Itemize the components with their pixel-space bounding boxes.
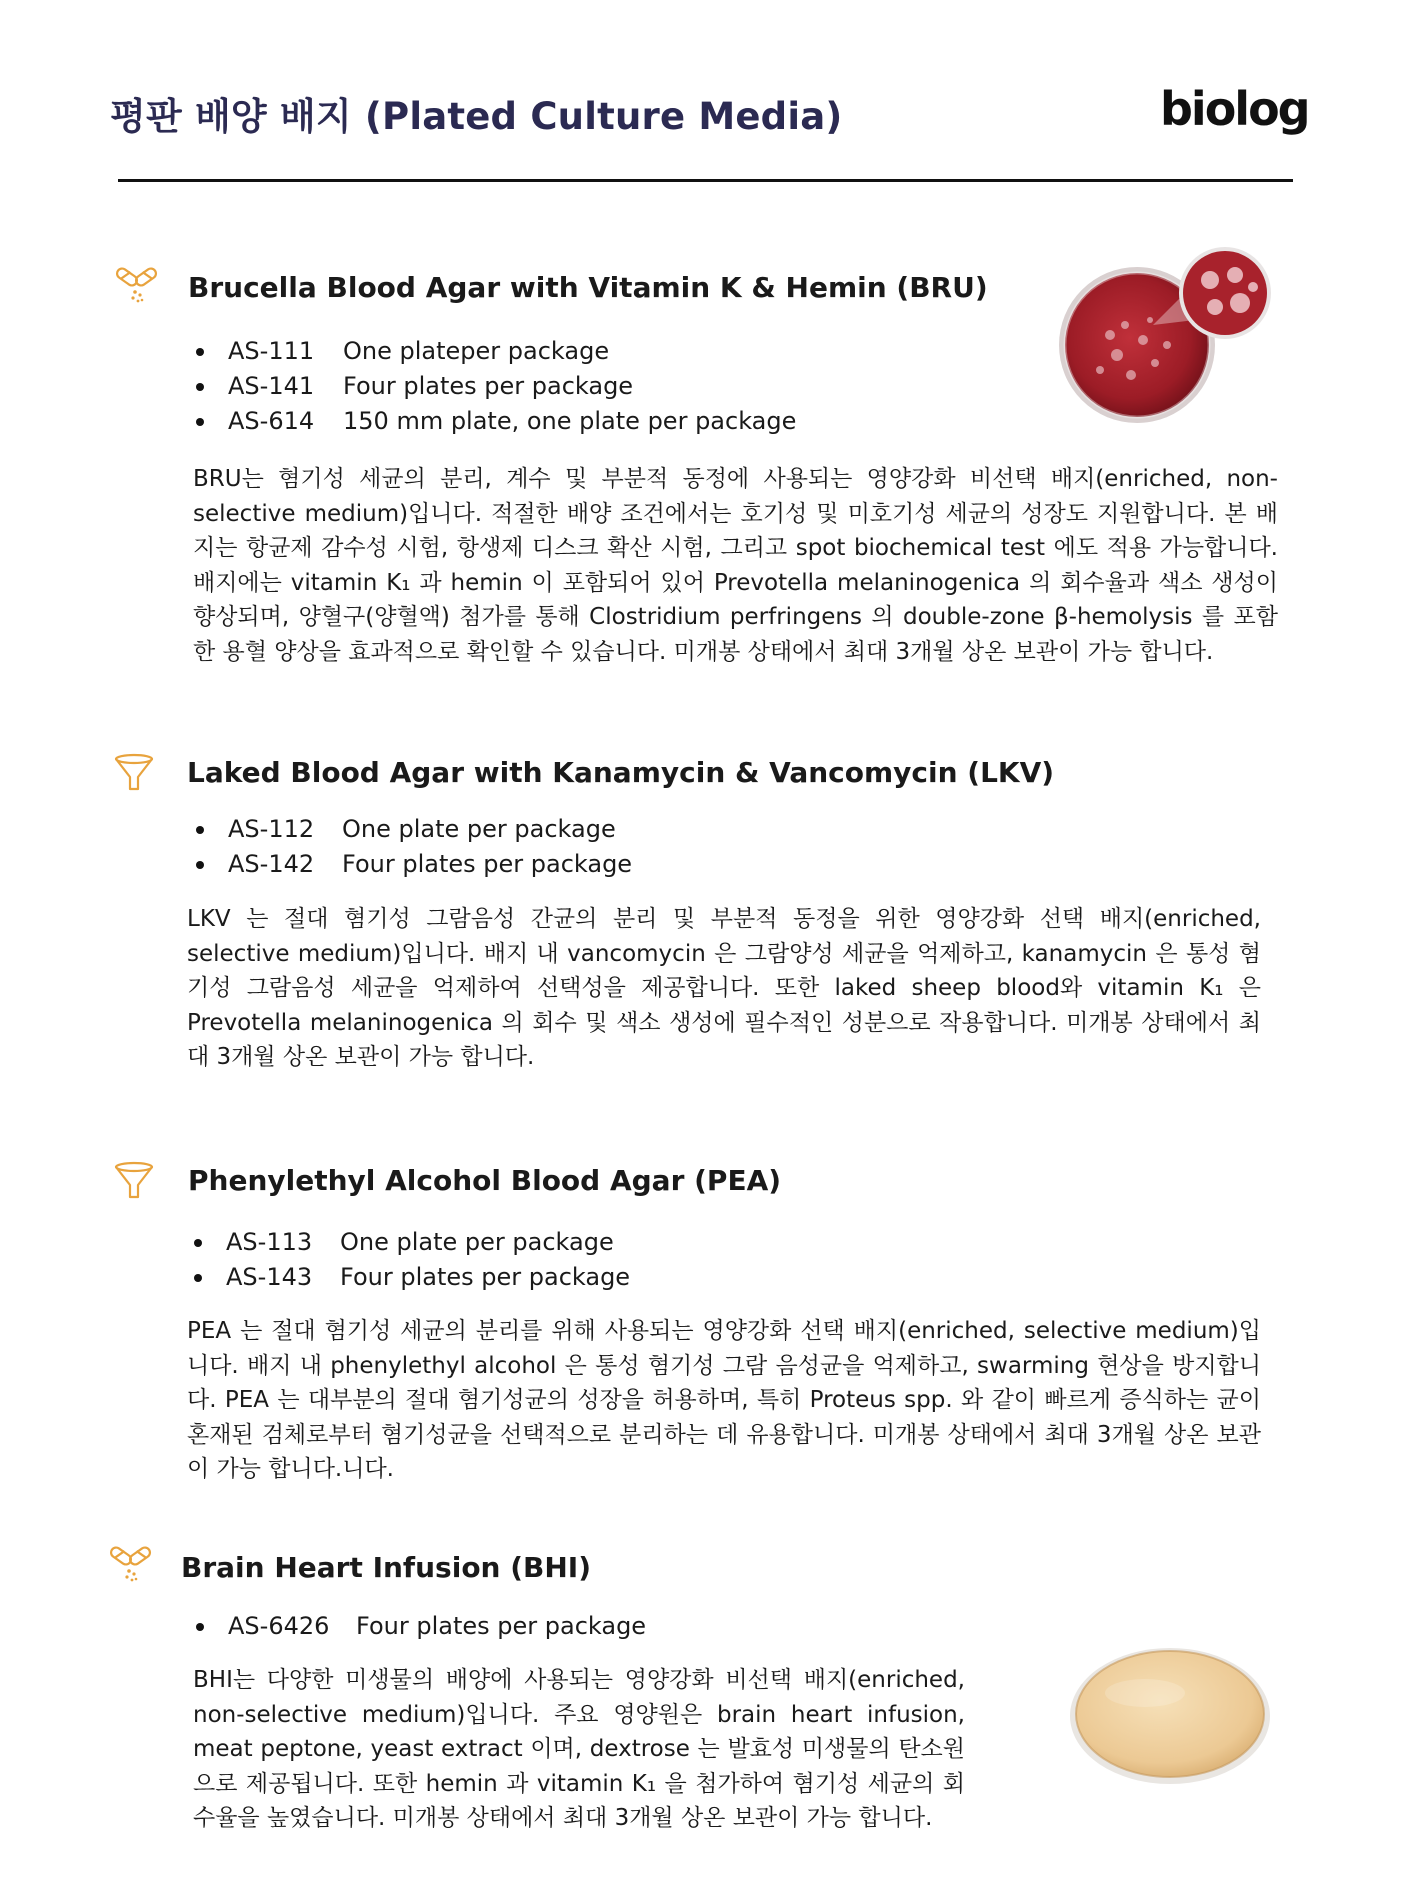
brand-logo: biolog (1160, 82, 1309, 136)
list-item (194, 1260, 630, 1295)
section-title-bru: Brucella Blood Agar with Vitamin K & Hemin (BRU) (188, 271, 988, 304)
funnel-icon (113, 753, 155, 797)
section-description-bhi: BHI는 다양한 미생물의 배양에 사용되는 영양강화 비선택 배지(enriched, non-selective medium)입니다. 주요 영양원은 brain heart infusion, meat peptone, yeast extract 이며, dextrose 는 발효성 미생물의 탄소원으로 제공됩니다. 또한 hemin 과 vitamin K₁ 을 첨가하여 혐기성 세균의 회수율을 높였습니다. 미개봉 상태에서 최대 3개월 상온 보관이 가능 합니다. (193, 1667, 965, 1831)
section-title-lkv: Laked Blood Agar with Kanamycin & Vancomycin (LKV) (187, 756, 1055, 789)
product-list-bru (196, 334, 796, 439)
product-code: AS-112 (228, 815, 315, 843)
bru-plate-image (1055, 245, 1280, 429)
section-description-pea: PEA 는 절대 혐기성 세균의 분리를 위해 사용되는 영양강화 선택 배지(enriched, selective medium)입니다. 배지 내 phenylethyl alcohol 은 통성 혐기성 그람 음성균을 억제하고, swarming 현상을 방지합니다. PEA 는 대부분의 절대 혐기성균의 성장을 허용하며, 특히 Proteus spp. 와 같이 빠르게 증식하는 균이 혼재된 검체로부터 혐기성균을 선택적으로 분리하는 데 유용합니다. 미개봉 상태에서 최대 3개월 상온 보관이 가능 합니다.니다. (187, 1318, 1261, 1482)
product-desc: 150 mm plate, one plate per package (343, 407, 797, 435)
product-desc: Four plates per package (342, 850, 633, 878)
pill-capsule-icon (113, 266, 161, 310)
product-code: AS-113 (226, 1228, 313, 1256)
pill-capsule-icon (107, 1545, 155, 1589)
product-code: AS-141 (228, 372, 315, 400)
product-list-bhi (196, 1609, 646, 1644)
section-title-pea: Phenylethyl Alcohol Blood Agar (PEA) (188, 1164, 782, 1197)
list-item (194, 1225, 630, 1260)
product-desc: Four plates per package (356, 1612, 647, 1640)
section-title-bhi: Brain Heart Infusion (BHI) (181, 1551, 592, 1584)
section-description-lkv: LKV 는 절대 혐기성 그람음성 간균의 분리 및 부분적 동정을 위한 영양강화 선택 배지(enriched, selective medium)입니다. 배지 내 vancomycin 은 그람양성 세균을 억제하고, kanamycin 은 통성 혐기성 그람음성 세균을 억제하여 선택성을 제공합니다. 또한 laked sheep blood와 vitamin K₁ 은 Prevotella melaninogenica 의 회수 및 색소 생성에 필수적인 성분으로 작용합니다. 미개봉 상태에서 최대 3개월 상온 보관이 가능 합니다. (187, 906, 1261, 1070)
list-item (196, 1609, 646, 1644)
product-list-lkv (196, 812, 632, 882)
product-desc: Four plates per package (343, 372, 634, 400)
funnel-icon (113, 1161, 155, 1205)
page-title: 평판 배양 배지 (Plated Culture Media) (110, 95, 843, 138)
section-description-bru: BRU는 혐기성 세균의 분리, 계수 및 부분적 동정에 사용되는 영양강화 비선택 배지(enriched, non-selective medium)입니다. 적절한 배양 조건에서는 호기성 및 미호기성 세균의 성장도 지원합니다. 본 배지는 항균제 감수성 시험, 항생제 디스크 확산 시험, 그리고 spot biochemical test 에도 적용 가능합니다. 배지에는 vitamin K₁ 과 hemin 이 포함되어 있어 Prevotella melaninogenica 의 회수율과 색소 생성이 향상되며, 양혈구(양혈액) 첨가를 통해 Clostridium perfringens 의 double-zone β-hemolysis 를 포함한 용혈 양상을 효과적으로 확인할 수 있습니다. 미개봉 상태에서 최대 3개월 상온 보관이 가능 합니다. (193, 466, 1278, 665)
product-code: AS-143 (226, 1263, 313, 1291)
product-code: AS-111 (228, 337, 315, 365)
list-item (196, 404, 796, 439)
product-code: AS-614 (228, 407, 315, 435)
product-desc: One plate per package (342, 815, 616, 843)
product-list-pea (194, 1225, 630, 1295)
list-item (196, 334, 796, 369)
bhi-plate-image (1065, 1638, 1275, 1792)
product-desc: One plate per package (340, 1228, 614, 1256)
product-code: AS-142 (228, 850, 315, 878)
product-desc: One plateper package (343, 337, 610, 365)
list-item (196, 369, 796, 404)
list-item (196, 847, 632, 882)
product-desc: Four plates per package (340, 1263, 631, 1291)
list-item (196, 812, 632, 847)
header-divider (118, 179, 1293, 182)
product-code: AS-6426 (228, 1612, 330, 1640)
